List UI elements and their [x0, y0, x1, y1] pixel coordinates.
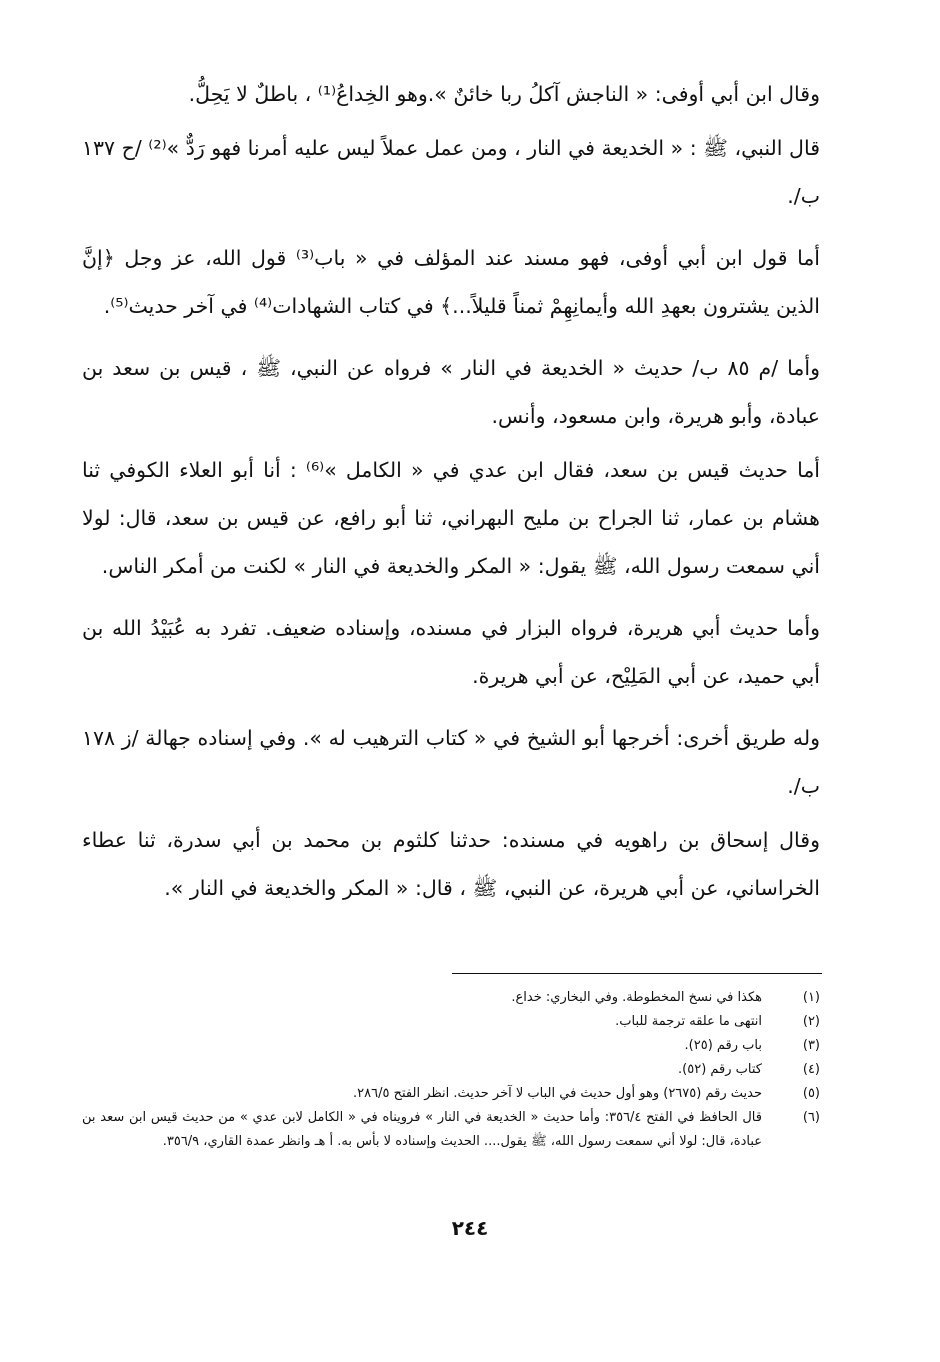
footnote-number: (٥)	[802, 1086, 820, 1101]
paragraph-4: وأما /م ٨٥ ب/ حديث « الخديعة في النار » فرواه عن النبي، ﷺ ، قيس بن سعد بن عبادة، وأبو هريرة، وابن مسعود، وأنس.	[82, 356, 820, 428]
footnote-item	[82, 986, 820, 1010]
footnote-item	[82, 1058, 820, 1082]
footnote-number: (٣)	[802, 1038, 820, 1053]
footnote-text: هكذا في نسخ المخطوطة. وفي البخاري: خداع.	[511, 990, 762, 1005]
footnote-text: قال الحافظ في الفتح ٣٥٦/٤: وأما حديث « الخديعة في النار » فرويناه في « الكامل لابن عدي » من حديث قيس ابن سعد بن عبادة، قال: لولا أني سمعت رسول الله، ﷺ يقول.... الحديث وإسناده لا بأس به. أ هـ وانظر عمدة القاري، ٣٥٦/٩.	[82, 1110, 762, 1149]
footnote-text: حديث رقم (٢٦٧٥) وهو أول حديث في الباب لا آخر حديث. انظر الفتح ٢٨٦/٥.	[353, 1086, 762, 1101]
footnote-number: (٦)	[802, 1110, 820, 1125]
page-number: ٢٤٤	[451, 1216, 489, 1240]
paragraph-3: أما قول ابن أبي أوفى، فهو مسند عند المؤلف في « باب⁽³⁾ قول الله، عز وجل ﴿إنَّ الذين يشترون بعهدِ الله وأيمانِهِمْ ثمناً قليلاً...﴾ في كتاب الشهادات⁽⁴⁾ في آخر حديث⁽⁵⁾.	[82, 246, 821, 318]
footnote-number: (٤)	[802, 1062, 820, 1077]
footnote-divider	[452, 973, 822, 974]
footnote-item	[82, 1034, 820, 1058]
paragraph-6: وأما حديث أبي هريرة، فرواه البزار في مسنده، وإسناده ضعيف. تفرد به عُبَيْدُ الله بن أبي حميد، عن أبي المَلِيْح، عن أبي هريرة.	[82, 616, 820, 688]
footnote-number: (٢)	[802, 1014, 820, 1029]
footnote-item	[82, 1082, 820, 1106]
footnote-number: (١)	[802, 990, 820, 1005]
footnotes	[82, 986, 820, 1154]
footnote-item	[82, 1106, 820, 1154]
footnote-item	[82, 1010, 820, 1034]
paragraph-8: وقال إسحاق بن راهويه في مسنده: حدثنا كلثوم بن محمد بن أبي سدرة، ثنا عطاء الخراساني، عن أبي هريرة، عن النبي، ﷺ ، قال: « المكر والخديعة في النار ».	[82, 828, 820, 900]
paragraph-1: وقال ابن أبي أوفى: « الناجش آكلُ ربا خائنٌ ».وهو الخِداعُ⁽¹⁾ ، باطلٌ لا يَحِلُّ.	[188, 82, 820, 106]
paragraph-5: أما حديث قيس بن سعد، فقال ابن عدي في « الكامل »⁽⁶⁾ : أنا أبو العلاء الكوفي ثنا هشام بن عمار، ثنا الجراح بن مليح البهراني، ثنا أبو رافع، عن قيس بن سعد، قال: لولا أني سمعت رسول الله، ﷺ يقول: « المكر والخديعة في النار » لكنت من أمكر الناس.	[82, 458, 821, 578]
footnote-text: انتهى ما علقه ترجمة للباب.	[615, 1014, 762, 1029]
main-text	[82, 70, 820, 926]
paragraph-2: قال النبي، ﷺ : « الخديعة في النار ، ومن عمل عملاً ليس عليه أمرنا فهو رَدٌّ »⁽²⁾ /ح ١٣٧ ب/.	[82, 136, 820, 208]
paragraph-7: وله طريق أخرى: أخرجها أبو الشيخ في « كتاب الترهيب له ». وفي إسناده جهالة /ز ١٧٨ ب/.	[82, 726, 820, 798]
footnote-text: كتاب رقم (٥٢).	[678, 1062, 762, 1077]
footnote-text: باب رقم (٢٥).	[684, 1038, 762, 1053]
